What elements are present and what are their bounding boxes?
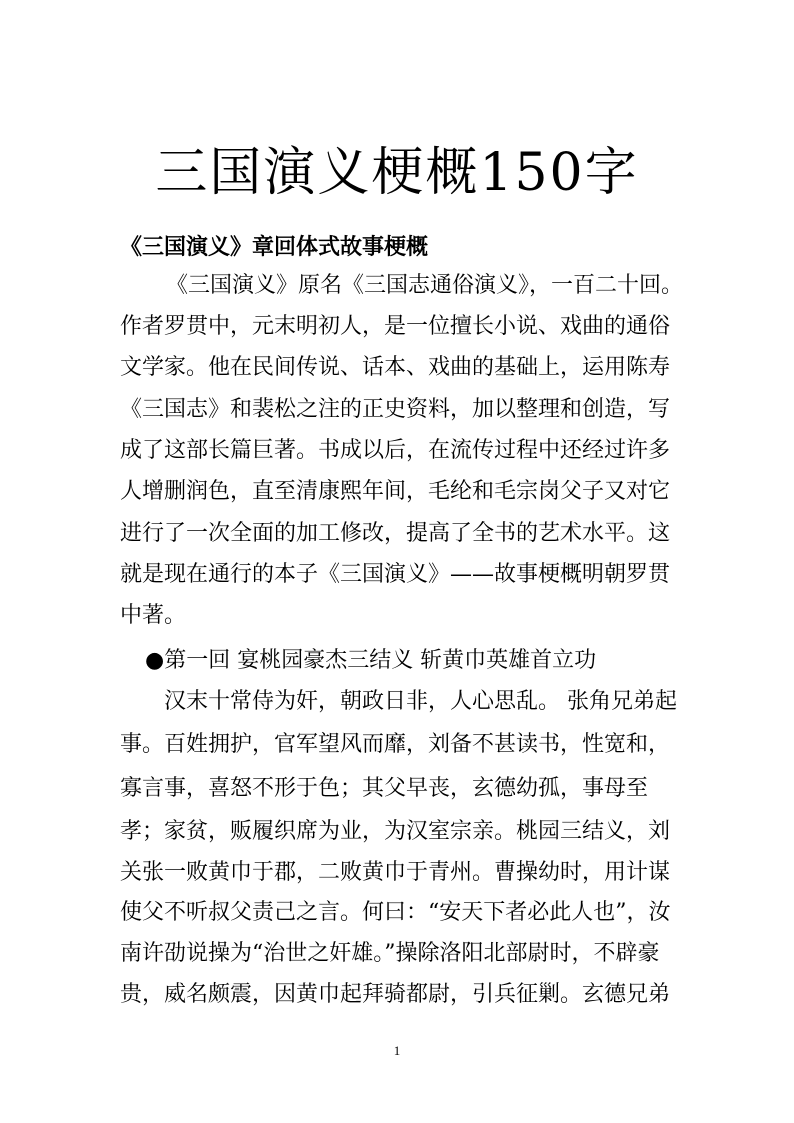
intro-line: 《三国演义》原名《三国志通俗演义》，一百二十回。 xyxy=(166,273,684,298)
intro-line: 成了这部长篇巨著。书成以后，在流传过程中还经过许多 xyxy=(120,438,671,463)
chapter-line: 事。百姓拥护，官军望风而靡，刘备不甚读书，性宽和， xyxy=(120,732,671,757)
subtitle-line: 《三国演义》章回体式故事梗概 xyxy=(120,234,429,260)
chapter-line: 寡言事，喜怒不形于色；其父早丧，玄德幼孤，事母至 xyxy=(120,776,649,801)
intro-line: 《三国志》和裴松之注的正史资料，加以整理和创造，写 xyxy=(120,397,671,422)
chapter-line: 孝；家贫，贩履织席为业，为汉室宗亲。桃园三结义，刘 xyxy=(120,819,671,844)
chapter-line: 汉末十常侍为奸，朝政日非，人心思乱。 张角兄弟起 xyxy=(164,689,677,714)
chapter-heading: ●第一回 宴桃园豪杰三结义 斩黄巾英雄首立功 xyxy=(145,648,597,673)
intro-line: 文学家。他在民间传说、话本、戏曲的基础上，运用陈寿 xyxy=(120,355,671,380)
document-title: 三国演义梗概150字 xyxy=(155,143,639,203)
intro-line: 就是现在通行的本子《三国演义》——故事梗概明朝罗贯 xyxy=(120,562,671,587)
chapter-line: 南许劭说操为“治世之奸雄。”操除洛阳北部尉时，不辟豪 xyxy=(120,941,660,966)
page-number: 1 xyxy=(393,1043,401,1058)
chapter-line: 使父不听叔父责己之言。何曰：“安天下者必此人也”，汝 xyxy=(120,900,671,925)
intro-line: 作者罗贯中，元末明初人，是一位擅长小说、戏曲的通俗 xyxy=(120,314,671,339)
intro-line: 进行了一次全面的加工修改，提高了全书的艺术水平。这 xyxy=(120,521,671,546)
intro-line: 中著。 xyxy=(120,603,187,628)
chapter-line: 关张一败黄巾于郡，二败黄巾于青州。曹操幼时，用计谋 xyxy=(120,860,671,885)
intro-line: 人增删润色，直至清康熙年间，毛纶和毛宗岗父子又对它 xyxy=(120,479,671,504)
chapter-line: 贵，威名颇震，因黄巾起拜骑都尉，引兵征剿。玄德兄弟 xyxy=(120,982,671,1007)
